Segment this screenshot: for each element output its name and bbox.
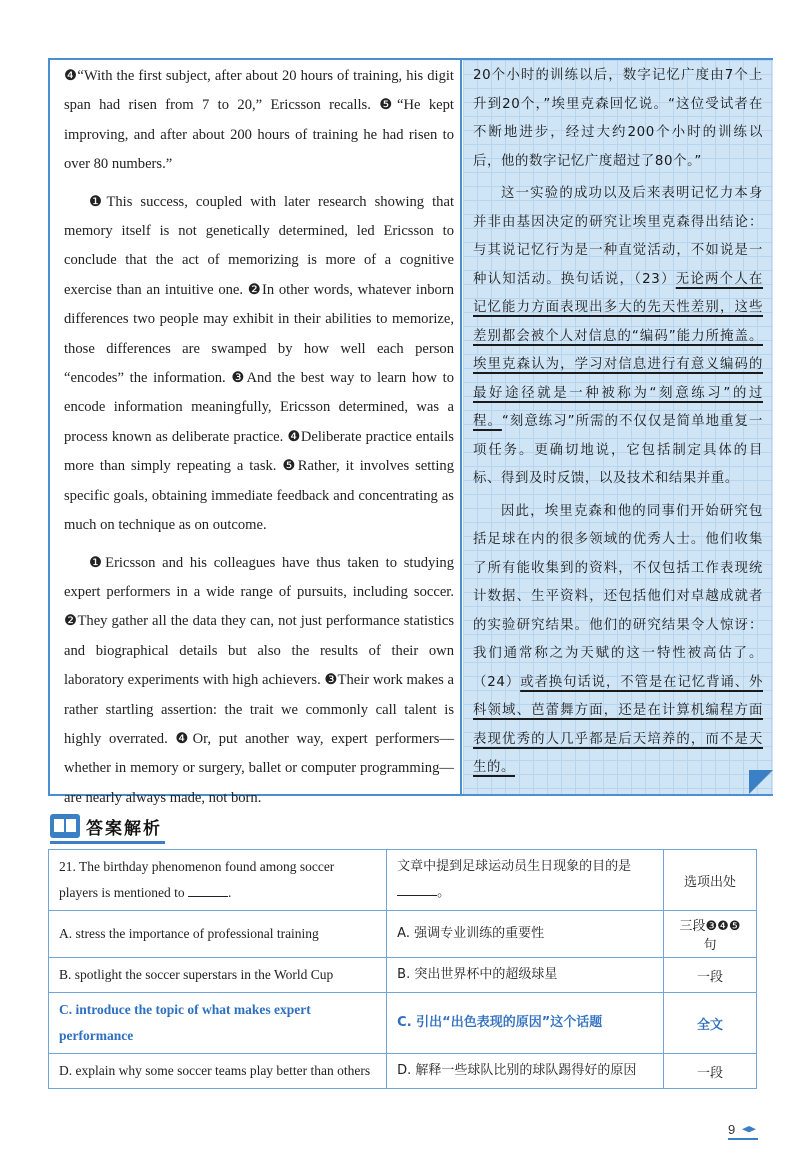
source-header: 选项出处: [664, 850, 757, 911]
option-english: D. explain why some soccer teams play better than others: [49, 1054, 387, 1089]
option-chinese: B. 突出世界杯中的超级球星: [387, 958, 664, 993]
option-chinese: A. 强调专业训练的重要性: [387, 911, 664, 958]
answer-table: [48, 849, 757, 1089]
book-icon: [50, 814, 80, 838]
answer-blank: [397, 883, 437, 896]
chinese-p2-text-a: 这一实验的成功以及后来表明记忆力本身并非由基因决定的研究让埃里克森得出结论：与其说记忆行为是一种直觉活动，不如说是一种认知活动。换句话说，（23）: [473, 186, 763, 287]
option-english: C. introduce the topic of what makes expert performance: [49, 993, 387, 1054]
option-source: 一段: [664, 1054, 757, 1089]
section-header: [50, 813, 162, 839]
table-row: [49, 958, 757, 993]
table-row-correct: [49, 993, 757, 1054]
option-chinese: D. 解释一些球队比别的球队踢得好的原因: [387, 1054, 664, 1089]
english-passage: [64, 62, 454, 813]
chinese-paragraph-3: [473, 498, 763, 783]
chinese-translation-column: [463, 60, 773, 794]
english-paragraph-3: ❶Ericsson and his colleagues have thus taken to studying expert performers in a wide range of pursuits, including soccer. ❷They gather all the data they can, not just performance statistics and biographical details but also the results of their own laboratory experiments with high achievers. ❸Their work makes a rather startling assertion: the trait we commonly call talent is highly overrated. ❹Or, put another way, expert performers—whether in memory or surgery, ballet or computer programming—are nearly always made, not born.: [64, 554, 454, 806]
page-number: 9: [728, 1122, 736, 1137]
page-fold-decoration: [749, 770, 773, 794]
section-title: 答案解析: [86, 818, 162, 839]
passage-panel: [48, 58, 773, 806]
option-source: 全文: [664, 993, 757, 1054]
chinese-p3-text-a: 因此，埃里克森和他的同事们开始研究包括足球在内的很多领域的优秀人士。他们收集了所有能收集到的资料，不仅包括工作表现统计数据、生平资料，还包括他们对卓越成就者的实验研究结果。他们的研究结果令人惊讶：我们通常称之为天赋的这一特性被高估了。（24）: [473, 503, 763, 690]
option-source: 一段: [664, 958, 757, 993]
question-chinese: 文章中提到足球运动员生日现象的目的是。: [387, 850, 664, 911]
answer-blank: [188, 884, 228, 897]
chinese-paragraph-2: [473, 180, 763, 494]
chinese-p2-text-b: “刻意练习”所需的不仅仅是简单地重复一项任务。更确切地说，它包括制定具体的目标、得到及时反馈，以及技术和结果并重。: [473, 414, 763, 486]
table-row: [49, 1054, 757, 1089]
option-chinese: C. 引出“出色表现的原因”这个话题: [387, 993, 664, 1054]
section-underline: [50, 841, 165, 844]
chinese-paragraph-1: 20个小时的训练以后，数字记忆广度由7个上升到20个，”埃里克森回忆说。“这位受试者在不断地进步，经过大约200个小时的训练以后，他的数字记忆广度超过了80个。”: [473, 68, 763, 169]
page-number-underline: [728, 1138, 758, 1140]
column-divider: [460, 60, 462, 794]
question-english: 21. The birthday phenomenon found among soccer players is mentioned to .: [49, 850, 387, 911]
option-english: A. stress the importance of professional training: [49, 911, 387, 958]
chinese-p3-underlined: 或者换句话说，不管是在记忆背诵、外科领域、芭蕾舞方面，还是在计算机编程方面表现优秀的人几乎都是后天培养的，而不是天生的。: [473, 674, 763, 775]
graduation-cap-icon: [742, 1126, 756, 1134]
option-source: 三段❸❹❺句: [664, 911, 757, 958]
table-row: [49, 911, 757, 958]
option-english: B. spotlight the soccer superstars in the World Cup: [49, 958, 387, 993]
table-header-row: [49, 850, 757, 911]
english-paragraph-1: ❹“With the first subject, after about 20 hours of training, his digit span had risen from 7 to 20,” Ericsson recalls. ❺“He kept improving, and after about 200 hours of training he had risen to over 80 numbers.”: [64, 68, 454, 173]
chinese-p2-underlined: 无论两个人在记忆能力方面表现出多大的先天性差别，这些差别都会被个人对信息的“编码”能力所掩盖。埃里克森认为，学习对信息进行有意义编码的最好途径就是一种被称为“刻意练习”的过程。: [473, 271, 763, 429]
english-paragraph-2: ❶This success, coupled with later research showing that memory itself is not genetically determined, led Ericsson to conclude that the act of memorizing is more of a cognitive exercise than an intuitive one. ❷In other words, whatever inborn differences two people may exhibit in their abilities to memorize, those differences are swamped by how well each person “encodes” the information. ❸And the best way to learn how to encode information meaningfully, Ericsson determined, was a process known as deliberate practice. ❹Deliberate practice entails more than simply repeating a task. ❺Rather, it involves setting specific goals, obtaining immediate feedback and concentrating as much on technique as on outcome.: [64, 193, 454, 534]
